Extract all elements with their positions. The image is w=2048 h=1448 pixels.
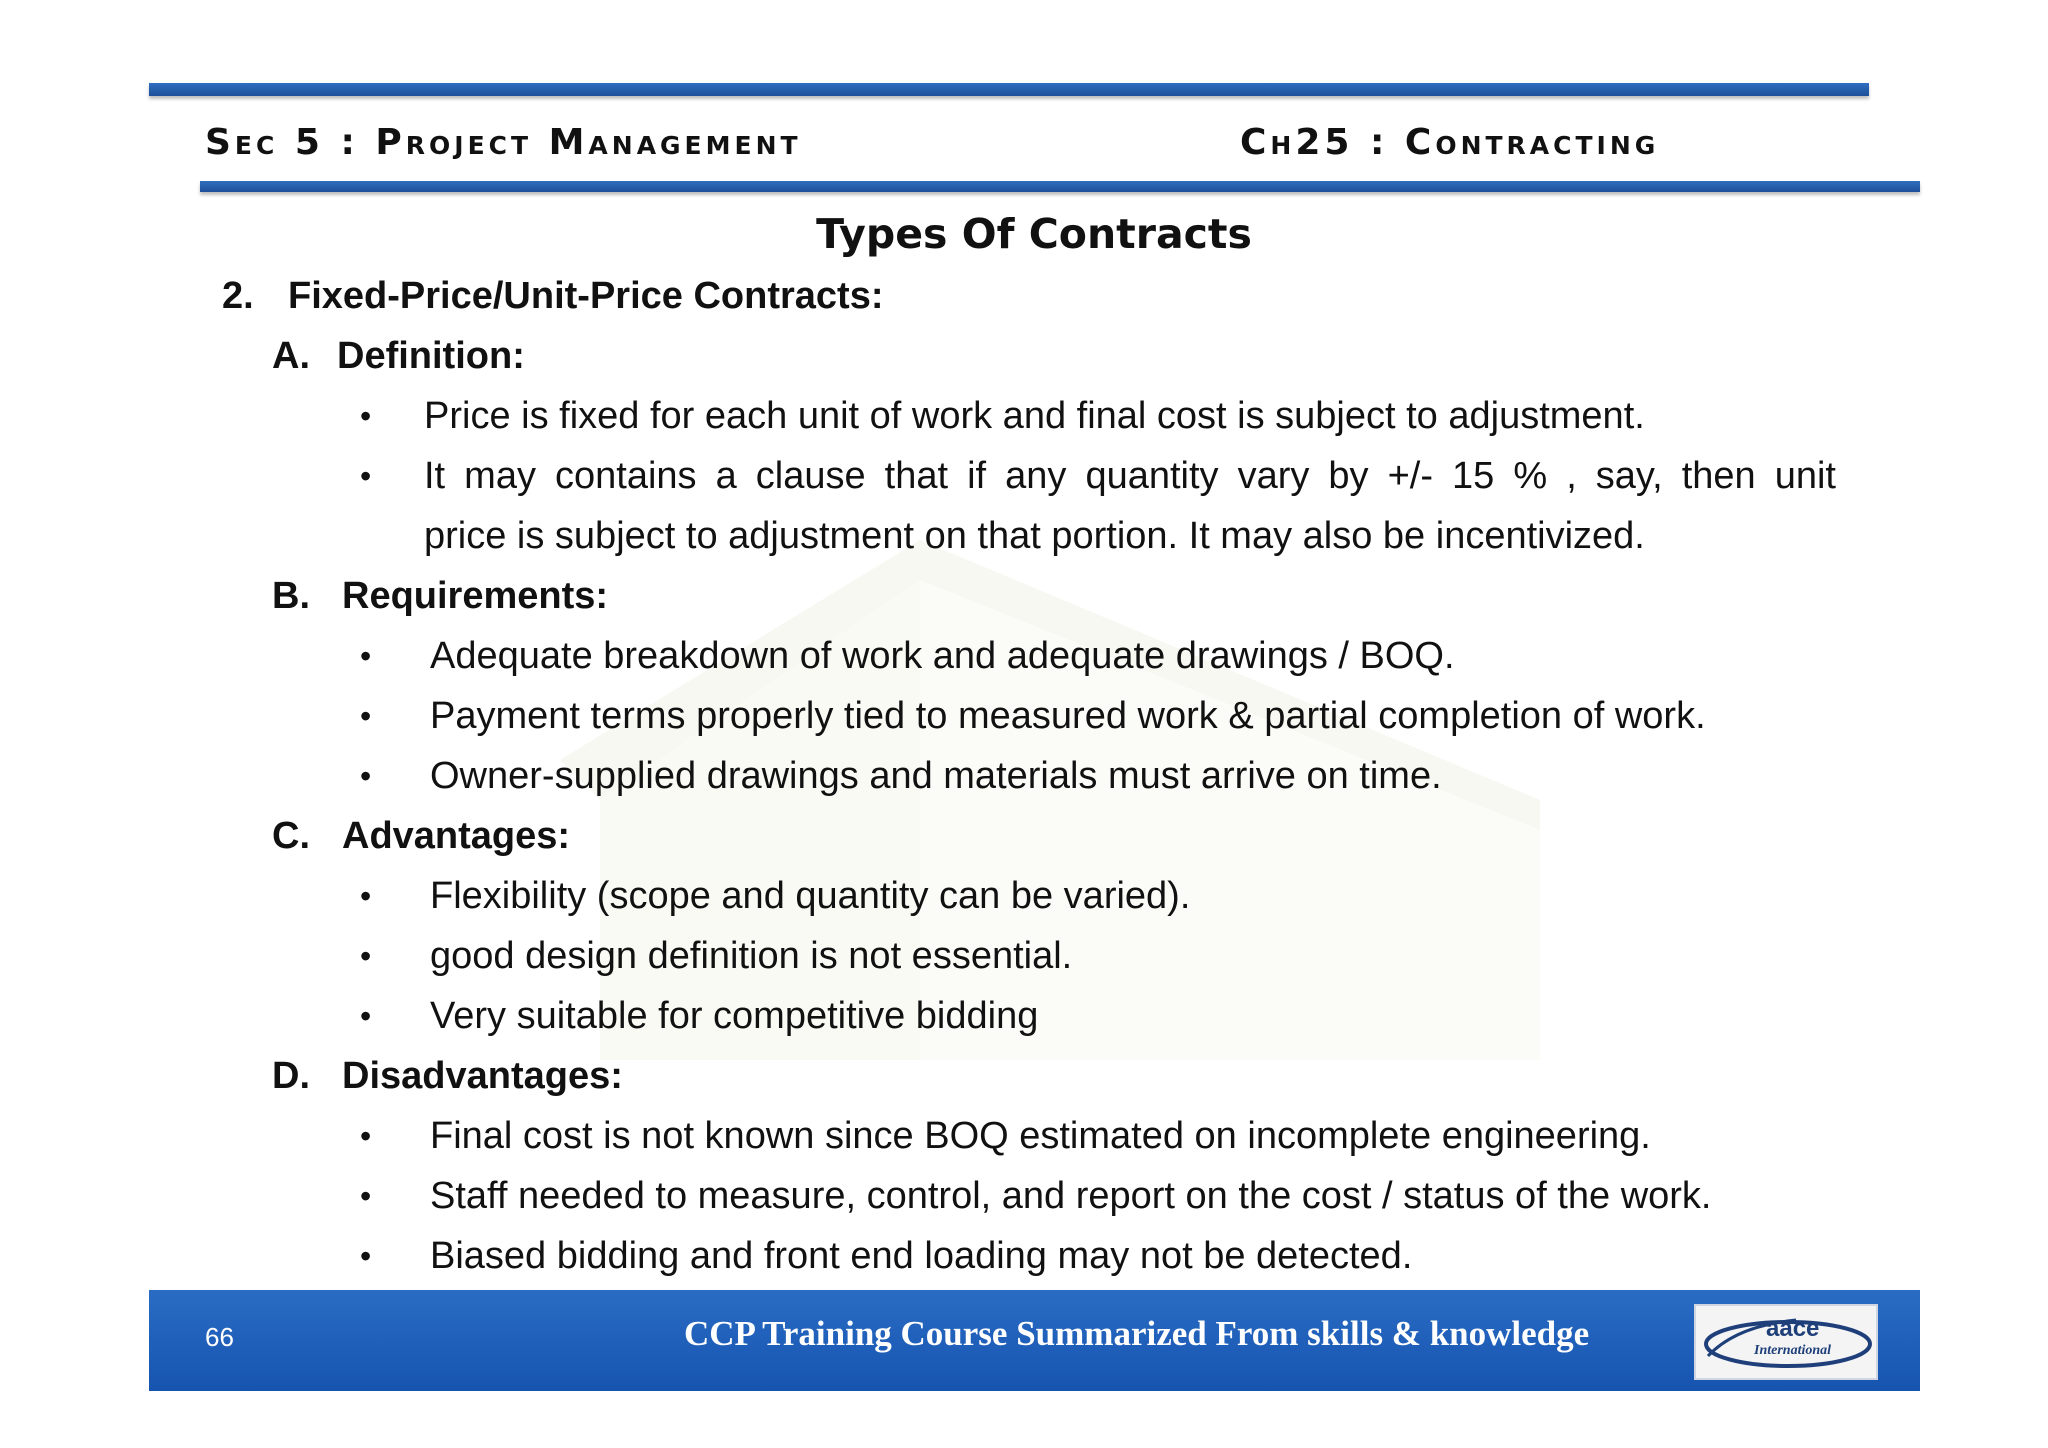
advantages-bullet-2: good design definition is not essential. — [430, 935, 1073, 977]
section-letter-c: C. — [272, 815, 310, 857]
definition-bullet-1: Price is fixed for each unit of work and final cost is subject to adjustment. — [424, 395, 1645, 437]
requirements-bullet-2: Payment terms properly tied to measured work & partial completion of work. — [430, 695, 1706, 737]
item-heading: Fixed-Price/Unit-Price Contracts: — [288, 275, 884, 317]
section-letter-b: B. — [272, 575, 310, 617]
chapter-label: Ch25 : Contracting — [1240, 122, 1660, 163]
aace-logo — [1694, 1304, 1878, 1380]
bullet-icon: • — [360, 938, 372, 974]
advantages-bullet-3: Very suitable for competitive bidding — [430, 995, 1039, 1037]
footer-bar — [149, 1290, 1920, 1391]
bullet-icon: • — [360, 458, 372, 494]
item-number: 2. — [222, 275, 254, 317]
page-number: 66 — [205, 1322, 234, 1352]
section-heading-disadvantages: Disadvantages: — [342, 1055, 623, 1097]
disadvantages-bullet-1: Final cost is not known since BOQ estimated on incomplete engineering. — [430, 1115, 1651, 1157]
section-heading-advantages: Advantages: — [342, 815, 571, 857]
slide-title: Types Of Contracts — [816, 210, 1252, 258]
bullet-icon: • — [360, 638, 372, 674]
section-label: Sec 5 : Project Management — [205, 122, 802, 163]
bullet-icon: • — [360, 1118, 372, 1154]
definition-bullet-2: It may contains a clause that if any quantity vary by +/- 15 % , say, then unit — [424, 455, 1836, 497]
requirements-bullet-1: Adequate breakdown of work and adequate drawings / BOQ. — [430, 635, 1455, 677]
bullet-icon: • — [360, 998, 372, 1034]
section-heading-requirements: Requirements: — [342, 575, 609, 617]
aace-logo-icon — [1696, 1306, 1876, 1378]
section-letter-a: A. — [272, 335, 310, 377]
bullet-icon: • — [360, 1178, 372, 1214]
section-letter-d: D. — [272, 1055, 310, 1097]
disadvantages-bullet-3: Biased bidding and front end loading may not be detected. — [430, 1235, 1413, 1277]
svg-text:International: International — [1754, 1343, 1832, 1358]
bullet-icon: • — [360, 1238, 372, 1274]
svg-text:aace: aace — [1766, 1315, 1820, 1342]
footer-course-text: CCP Training Course Summarized From skills & knowledge — [684, 1314, 1590, 1353]
bullet-icon: • — [360, 398, 372, 434]
definition-bullet-2-continued: price is subject to adjustment on that portion. It may also be incentivized. — [424, 515, 1645, 557]
bullet-icon: • — [360, 878, 372, 914]
disadvantages-bullet-2: Staff needed to measure, control, and report on the cost / status of the work. — [430, 1175, 1712, 1217]
bullet-icon: • — [360, 698, 372, 734]
bullet-icon: • — [360, 758, 372, 794]
section-heading-definition: Definition: — [337, 335, 525, 377]
requirements-bullet-3: Owner-supplied drawings and materials must arrive on time. — [430, 755, 1442, 797]
advantages-bullet-1: Flexibility (scope and quantity can be varied). — [430, 875, 1191, 917]
